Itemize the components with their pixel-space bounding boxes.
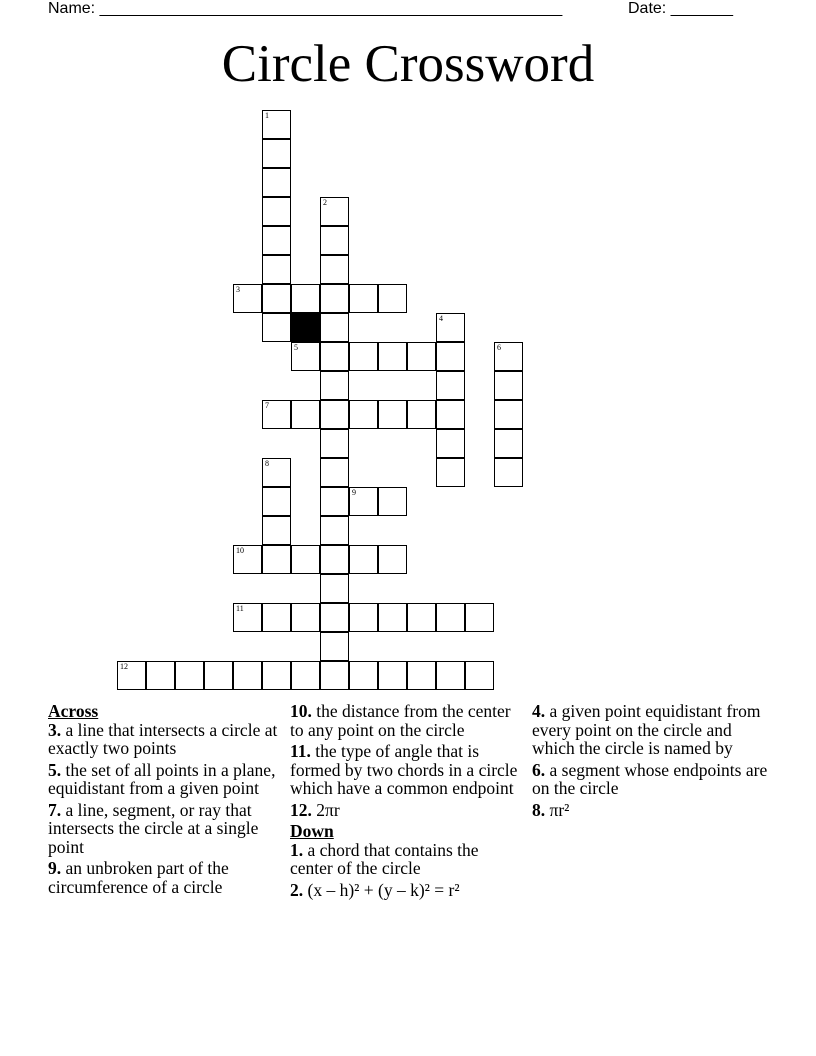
crossword-cell[interactable] — [494, 371, 523, 400]
page-title: Circle Crossword — [221, 35, 595, 93]
crossword-cell[interactable] — [320, 487, 349, 516]
crossword-cell[interactable] — [349, 284, 378, 313]
clue-number: 8 — [265, 459, 269, 468]
crossword-cell[interactable] — [349, 400, 378, 429]
crossword-cell[interactable] — [320, 603, 349, 632]
clue-text: πr² — [549, 799, 570, 820]
crossword-cell[interactable] — [320, 371, 349, 400]
clue — [48, 721, 280, 758]
clue-column-1 — [48, 702, 280, 899]
crossword-cell[interactable] — [262, 226, 291, 255]
crossword-cell[interactable] — [320, 255, 349, 284]
crossword-cell[interactable] — [378, 603, 407, 632]
crossword-cell[interactable] — [349, 661, 378, 690]
clue-number: 4 — [439, 314, 443, 323]
crossword-cell[interactable] — [233, 661, 262, 690]
clue — [290, 841, 522, 878]
crossword-cell[interactable] — [262, 110, 291, 139]
across-heading: Across — [48, 701, 99, 721]
clue-number: 10 — [236, 546, 244, 555]
across-clue-list-continued — [290, 702, 522, 819]
crossword-cell[interactable] — [407, 342, 436, 371]
clue-number-label: 11. — [290, 741, 311, 761]
crossword-cell[interactable] — [262, 487, 291, 516]
crossword-cell[interactable] — [262, 545, 291, 574]
crossword-cell[interactable] — [175, 661, 204, 690]
crossword-cell[interactable] — [262, 458, 291, 487]
crossword-cell[interactable] — [436, 371, 465, 400]
clue-text: a given point equidistant from every point on the circle and which the circle is named by — [532, 701, 761, 758]
clue-number: 1 — [265, 111, 269, 120]
clue-number-label: 5. — [48, 759, 62, 780]
clue — [48, 859, 280, 896]
crossword-cell[interactable] — [320, 574, 349, 603]
crossword-cell[interactable] — [291, 400, 320, 429]
crossword-cell[interactable] — [378, 400, 407, 429]
crossword-cell[interactable] — [494, 429, 523, 458]
clue-number: 2 — [323, 198, 327, 207]
crossword-cell[interactable] — [204, 661, 233, 690]
clue-number-label: 2. — [290, 879, 304, 900]
crossword-cell[interactable] — [233, 284, 262, 313]
crossword-cell[interactable] — [349, 487, 378, 516]
crossword-cell[interactable] — [262, 400, 291, 429]
name-field-label: Name: ____________________________________________________ — [48, 0, 563, 17]
clue — [48, 761, 280, 798]
clue-number: 5 — [294, 343, 298, 352]
crossword-cell[interactable] — [407, 400, 436, 429]
crossword-cell[interactable] — [320, 516, 349, 545]
date-field-label: Date: _______ — [628, 0, 733, 17]
crossword-cell[interactable] — [320, 429, 349, 458]
crossword-cell[interactable] — [262, 168, 291, 197]
clue-text: a chord that contains the center of the circle — [290, 839, 479, 878]
crossword-cell[interactable] — [262, 255, 291, 284]
clue-column-3 — [532, 702, 772, 822]
clue — [48, 801, 280, 857]
crossword-cell[interactable] — [262, 139, 291, 168]
clue-text: an unbroken part of the circumference of a circle — [48, 858, 229, 897]
clue-number-label: 10. — [290, 701, 312, 721]
clue-number: 3 — [236, 285, 240, 294]
crossword-cell[interactable] — [349, 603, 378, 632]
crossword-cell[interactable] — [407, 603, 436, 632]
crossword-cell[interactable] — [320, 313, 349, 342]
crossword-cell[interactable] — [262, 661, 291, 690]
crossword-cell[interactable] — [262, 603, 291, 632]
clue — [290, 702, 522, 739]
clue — [290, 801, 522, 820]
crossword-cell[interactable] — [436, 661, 465, 690]
clue-number-label: 3. — [48, 719, 62, 740]
crossword-cell[interactable] — [291, 603, 320, 632]
crossword-cell[interactable] — [378, 661, 407, 690]
clue — [532, 761, 772, 798]
crossword-cell[interactable] — [436, 458, 465, 487]
crossword-cell[interactable] — [436, 342, 465, 371]
crossword-cell[interactable] — [320, 632, 349, 661]
crossword-cell[interactable] — [233, 603, 262, 632]
crossword-cell[interactable] — [407, 661, 436, 690]
clue-text: a line that intersects a circle at exactly two points — [48, 719, 278, 758]
clue-number-label: 6. — [532, 759, 546, 780]
crossword-cell[interactable] — [436, 429, 465, 458]
crossword-cell[interactable] — [436, 400, 465, 429]
crossword-cell[interactable] — [320, 458, 349, 487]
crossword-cell[interactable] — [465, 603, 494, 632]
crossword-cell[interactable] — [291, 284, 320, 313]
clue-number: 6 — [497, 343, 501, 352]
clue-number-label: 8. — [532, 799, 546, 820]
crossword-cell[interactable] — [117, 661, 146, 690]
crossword-cell[interactable] — [378, 342, 407, 371]
clue — [532, 702, 772, 758]
across-clue-list — [48, 721, 280, 897]
crossword-cell[interactable] — [320, 284, 349, 313]
down-clue-list — [290, 841, 522, 900]
crossword-cell[interactable] — [262, 516, 291, 545]
crossword-cell[interactable] — [262, 313, 291, 342]
clue — [290, 881, 522, 900]
crossword-cell[interactable] — [262, 284, 291, 313]
crossword-cell[interactable] — [146, 661, 175, 690]
crossword-cell[interactable] — [494, 400, 523, 429]
crossword-cell[interactable] — [320, 342, 349, 371]
clue-number: 7 — [265, 401, 269, 410]
clue-number-label: 9. — [48, 858, 62, 878]
crossword-cell[interactable] — [291, 661, 320, 690]
crossword-cell[interactable] — [436, 603, 465, 632]
crossword-cell[interactable] — [378, 284, 407, 313]
down-clue-list-continued — [532, 702, 772, 819]
clue-number: 12 — [120, 662, 128, 671]
crossword-cell[interactable] — [262, 197, 291, 226]
crossword-cell[interactable] — [378, 487, 407, 516]
clue — [290, 742, 522, 798]
crossword-cell[interactable] — [494, 342, 523, 371]
down-heading: Down — [290, 821, 334, 841]
clue-text: the set of all points in a plane, equidistant from a given point — [48, 759, 276, 798]
crossword-cell[interactable] — [494, 458, 523, 487]
clue-number-label: 4. — [532, 701, 546, 721]
crossword-cell[interactable] — [320, 400, 349, 429]
crossword-cell[interactable] — [291, 342, 320, 371]
clue-column-2 — [290, 702, 522, 902]
clue-text: a line, segment, or ray that intersects the circle at a single point — [48, 799, 259, 857]
crossword-cell[interactable] — [465, 661, 494, 690]
clue-text: the distance from the center to any point on the circle — [290, 701, 511, 740]
crossword-cell[interactable] — [320, 226, 349, 255]
crossword-cell[interactable] — [436, 313, 465, 342]
crossword-cell[interactable] — [291, 545, 320, 574]
clue-text: the type of angle that is formed by two chords in a circle which have a common endpoint — [290, 741, 518, 798]
crossword-black-cell — [291, 313, 320, 342]
crossword-cell[interactable] — [349, 545, 378, 574]
clue-text: (x – h)² + (y – k)² = r² — [307, 879, 460, 900]
crossword-cell[interactable] — [320, 545, 349, 574]
clue — [532, 801, 772, 820]
crossword-cell[interactable] — [378, 545, 407, 574]
clue-number-label: 1. — [290, 839, 304, 860]
clue-text: 2πr — [316, 799, 340, 820]
crossword-cell[interactable] — [320, 197, 349, 226]
crossword-cell[interactable] — [349, 342, 378, 371]
crossword-cell[interactable] — [320, 661, 349, 690]
crossword-cell[interactable] — [233, 545, 262, 574]
clue-number-label: 12. — [290, 799, 312, 820]
clue-number: 9 — [352, 488, 356, 497]
clue-text: a segment whose endpoints are on the circle — [532, 759, 768, 798]
clue-number-label: 7. — [48, 799, 62, 820]
clue-number: 11 — [236, 604, 244, 613]
